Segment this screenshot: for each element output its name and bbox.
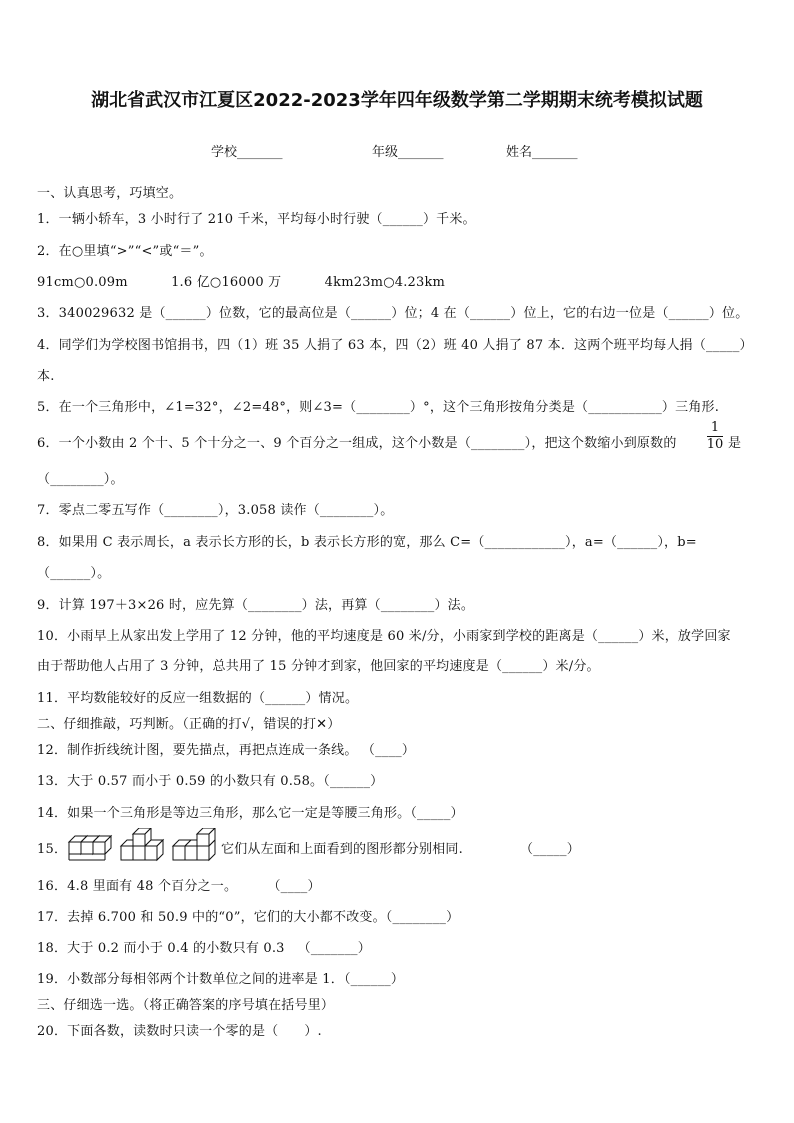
question-6-cont: （________）。 (37, 472, 124, 487)
q6-fraction-denominator: 10 (706, 437, 724, 452)
question-4-cont: 本. (37, 369, 55, 384)
question-10: 10．小雨早上从家出发上学用了 12 分钟，他的平均速度是 60 米/分，小雨家到学校的距离是（______）米，放学回家 (37, 629, 731, 644)
grade-field: 年级_______ (372, 145, 444, 160)
cube-figures (67, 828, 223, 864)
cube-stack-figure-1 (69, 836, 111, 860)
question-15-blank: （_____） (520, 842, 580, 857)
question-11: 11．平均数能较好的反应一组数据的（______）情况。 (37, 691, 359, 706)
q6-fraction-numerator: 1 (710, 420, 720, 435)
question-5: 5．在一个三角形中，∠1=32°，∠2=48°，则∠3=（________）°，这个三角形按角分类是（___________）三角形. (37, 400, 720, 415)
name-field: 姓名_______ (506, 145, 578, 160)
cube-stack-figure-3 (173, 828, 215, 860)
question-19: 19．小数部分每相邻两个计数单位之间的进率是 1．（______） (37, 972, 405, 987)
question-3: 3．340029632 是（______）位数，它的最高位是（______）位；4 在（______）位上，它的右边一位是（______）位。 (37, 306, 749, 321)
question-14: 14．如果一个三角形是等边三角形，那么它一定是等腰三角形。（_____） (37, 806, 464, 821)
section-3-heading: 三、仔细选一选。（将正确答案的序号填在括号里） (37, 998, 335, 1013)
section-2-heading: 二、仔细推敲，巧判断。（正确的打√，错误的打✕） (37, 717, 341, 732)
question-2: 2．在○里填“>”“<”或“＝”。 (37, 244, 213, 259)
question-15-text: 它们从左面和上面看到的图形都分别相同. (221, 842, 463, 857)
q6-fraction (705, 421, 725, 452)
question-4: 4．同学们为学校图书馆捐书，四（1）班 35 人捐了 63 本，四（2）班 40 人捐了 87 本．这两个班平均每人捐（_____） (37, 338, 753, 353)
question-6: 6．一个小数由 2 个十、5 个十分之一、9 个百分之一组成，这个小数是（________），把这个数缩小到原数的 (37, 436, 677, 451)
question-18: 18．大于 0.2 而小于 0.4 的小数只有 0.3 （_______） (37, 941, 371, 956)
question-12: 12．制作折线统计图，要先描点，再把点连成一条线。 （____） (37, 743, 416, 758)
question-2-items: 91cm○0.09m 1.6 亿○16000 万 4km23m○4.23km (37, 275, 446, 290)
question-16: 16．4.8 里面有 48 个百分之一。 （____） (37, 879, 321, 894)
question-17: 17．去掉 6.700 和 50.9 中的“0”，它们的大小都不改变。（________） (37, 910, 460, 925)
question-13: 13．大于 0.57 而小于 0.59 的小数只有 0.58。（______） (37, 774, 384, 789)
cube-stack-figure-2 (121, 828, 163, 860)
question-10-cont: 由于帮助他人占用了 3 分钟，总共用了 15 分钟才到家，他回家的平均速度是（______）米/分。 (37, 659, 600, 674)
page-title: 湖北省武汉市江夏区2022-2023学年四年级数学第二学期期末统考模拟试题 (91, 90, 703, 111)
question-8-cont: （______）。 (37, 566, 111, 581)
question-7: 7．零点二零五写作（________），3.058 读作（________）。 (37, 503, 394, 518)
question-20: 20．下面各数，读数时只读一个零的是（ ）. (37, 1024, 322, 1039)
school-field: 学校_______ (211, 145, 283, 160)
question-8: 8．如果用 C 表示周长，a 表示长方形的长，b 表示长方形的宽，那么 C=（____________），a=（______），b= (37, 535, 697, 550)
q6-tail: 是 (728, 436, 742, 451)
question-9: 9．计算 197＋3×26 时，应先算（________）法，再算（________）法。 (37, 598, 475, 613)
question-1: 1．一辆小轿车，3 小时行了 210 千米，平均每小时行驶（______）千米。 (37, 212, 476, 227)
section-1-heading: 一、认真思考，巧填空。 (37, 186, 183, 201)
question-15-number: 15． (37, 842, 68, 857)
